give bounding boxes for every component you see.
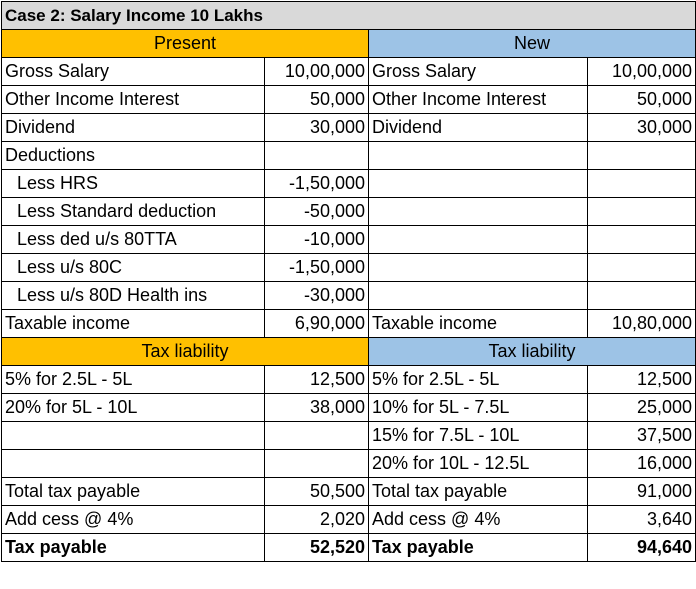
present-tax-header: Tax liability [2,338,369,366]
table-row [2,478,696,506]
table-row [2,198,696,226]
table-title: Case 2: Salary Income 10 Lakhs [2,2,696,30]
present-value: 6,90,000 [265,310,369,338]
present-value [265,450,369,478]
new-value [588,170,696,198]
table-row [2,422,696,450]
table-row [2,114,696,142]
section-header-row [2,30,696,58]
present-header: Present [2,30,369,58]
present-label: Less Standard deduction [2,198,265,226]
new-label: 10% for 5L - 7.5L [369,394,588,422]
new-value [588,282,696,310]
present-value: 52,520 [265,534,369,562]
present-label: Dividend [2,114,265,142]
present-value: 10,00,000 [265,58,369,86]
present-value: 2,020 [265,506,369,534]
new-value: 30,000 [588,114,696,142]
new-label: Other Income Interest [369,86,588,114]
present-value: 50,000 [265,86,369,114]
new-label: Total tax payable [369,478,588,506]
present-label: Add cess @ 4% [2,506,265,534]
new-value: 50,000 [588,86,696,114]
present-value: -30,000 [265,282,369,310]
table-row [2,450,696,478]
present-value: -10,000 [265,226,369,254]
new-label [369,282,588,310]
new-value: 37,500 [588,422,696,450]
new-value [588,198,696,226]
new-value: 25,000 [588,394,696,422]
table-row [2,254,696,282]
title-row [2,2,696,30]
new-label: Taxable income [369,310,588,338]
present-label: Deductions [2,142,265,170]
present-label [2,450,265,478]
present-value: -50,000 [265,198,369,226]
new-label [369,254,588,282]
table-row [2,86,696,114]
present-label [2,422,265,450]
new-value: 12,500 [588,366,696,394]
new-label [369,170,588,198]
present-label: Other Income Interest [2,86,265,114]
present-value: 50,500 [265,478,369,506]
present-value: 12,500 [265,366,369,394]
new-label: Tax payable [369,534,588,562]
table-row [2,226,696,254]
new-label: 15% for 7.5L - 10L [369,422,588,450]
new-label [369,142,588,170]
new-tax-header: Tax liability [369,338,696,366]
new-value [588,226,696,254]
present-value [265,142,369,170]
present-label: 5% for 2.5L - 5L [2,366,265,394]
present-label: Taxable income [2,310,265,338]
present-label: Less HRS [2,170,265,198]
tax-comparison-table [1,1,696,562]
new-label [369,226,588,254]
new-header: New [369,30,696,58]
present-label: Less u/s 80C [2,254,265,282]
table-row [2,534,696,562]
present-label: Tax payable [2,534,265,562]
new-value: 10,00,000 [588,58,696,86]
new-value: 10,80,000 [588,310,696,338]
present-label: 20% for 5L - 10L [2,394,265,422]
table-row [2,282,696,310]
new-value: 94,640 [588,534,696,562]
present-value: -1,50,000 [265,170,369,198]
new-label: 5% for 2.5L - 5L [369,366,588,394]
table-row [2,506,696,534]
table-row [2,394,696,422]
new-label: Dividend [369,114,588,142]
present-value: -1,50,000 [265,254,369,282]
new-label [369,198,588,226]
new-label: Add cess @ 4% [369,506,588,534]
table-row [2,366,696,394]
present-value: 38,000 [265,394,369,422]
present-label: Less ded u/s 80TTA [2,226,265,254]
new-value [588,254,696,282]
new-value [588,142,696,170]
new-value: 91,000 [588,478,696,506]
table-row [2,58,696,86]
present-value: 30,000 [265,114,369,142]
present-label: Total tax payable [2,478,265,506]
table-row [2,170,696,198]
new-value: 16,000 [588,450,696,478]
table-row [2,142,696,170]
new-value: 3,640 [588,506,696,534]
present-label: Less u/s 80D Health ins [2,282,265,310]
present-value [265,422,369,450]
new-label: 20% for 10L - 12.5L [369,450,588,478]
table-row [2,310,696,338]
present-label: Gross Salary [2,58,265,86]
tax-header-row [2,338,696,366]
new-label: Gross Salary [369,58,588,86]
